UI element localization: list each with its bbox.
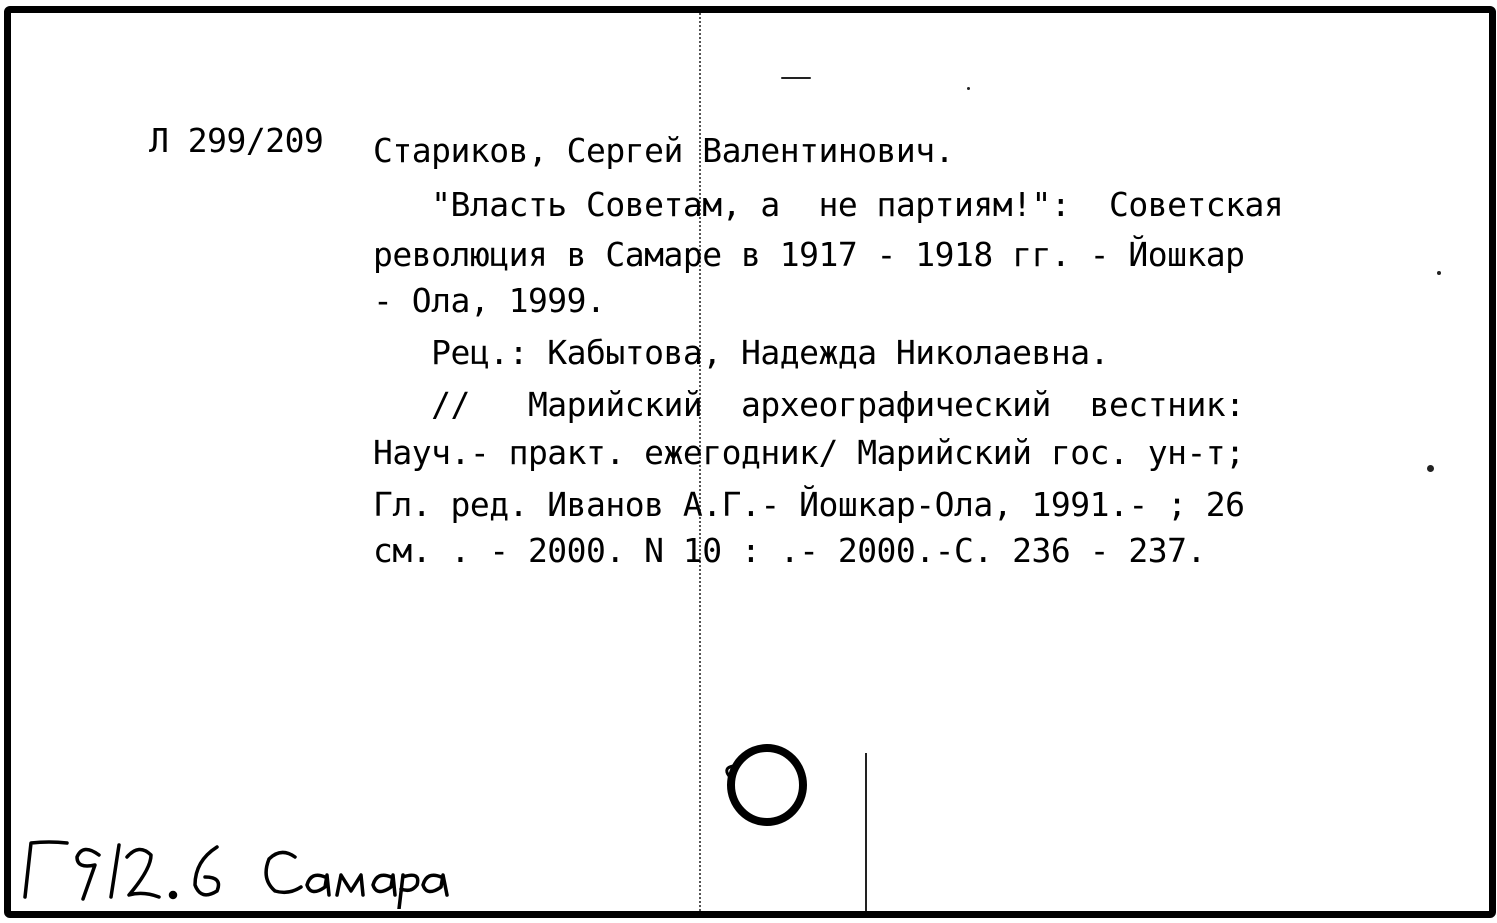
catalog-card	[4, 6, 1496, 918]
shelfmark: Л 299/209	[149, 121, 324, 160]
title-line-1: "Власть Советам, а не партиям!": Советская	[373, 185, 1284, 224]
ink-speck	[967, 87, 970, 90]
source-line-4: см. . - 2000. N 10 : .- 2000.-С. 236 - 237.	[373, 531, 1206, 570]
source-line-3: Гл. ред. Иванов А.Г.- Йошкар-Ола, 1991.- ; 26	[373, 485, 1245, 524]
card-edge-mark	[865, 753, 867, 913]
author-line: Стариков, Сергей Валентинович.	[373, 131, 955, 170]
source-line-1: // Марийский археографический вестник:	[373, 385, 1245, 424]
title-line-3: - Ола, 1999.	[373, 281, 606, 320]
ink-mark	[781, 77, 811, 79]
punch-hole-icon	[721, 738, 815, 830]
handwritten-classification-note	[11, 813, 471, 909]
title-line-2: революция в Самаре в 1917 - 1918 гг. - Йошкар	[373, 235, 1245, 274]
ink-speck	[1437, 271, 1441, 275]
bibliographic-entry	[373, 13, 1373, 613]
source-line-2: Науч.- практ. ежегодник/ Марийский гос. ун-т;	[373, 433, 1245, 472]
ink-speck	[1427, 465, 1434, 472]
reviewer-line: Рец.: Кабытова, Надежда Николаевна.	[373, 333, 1109, 372]
